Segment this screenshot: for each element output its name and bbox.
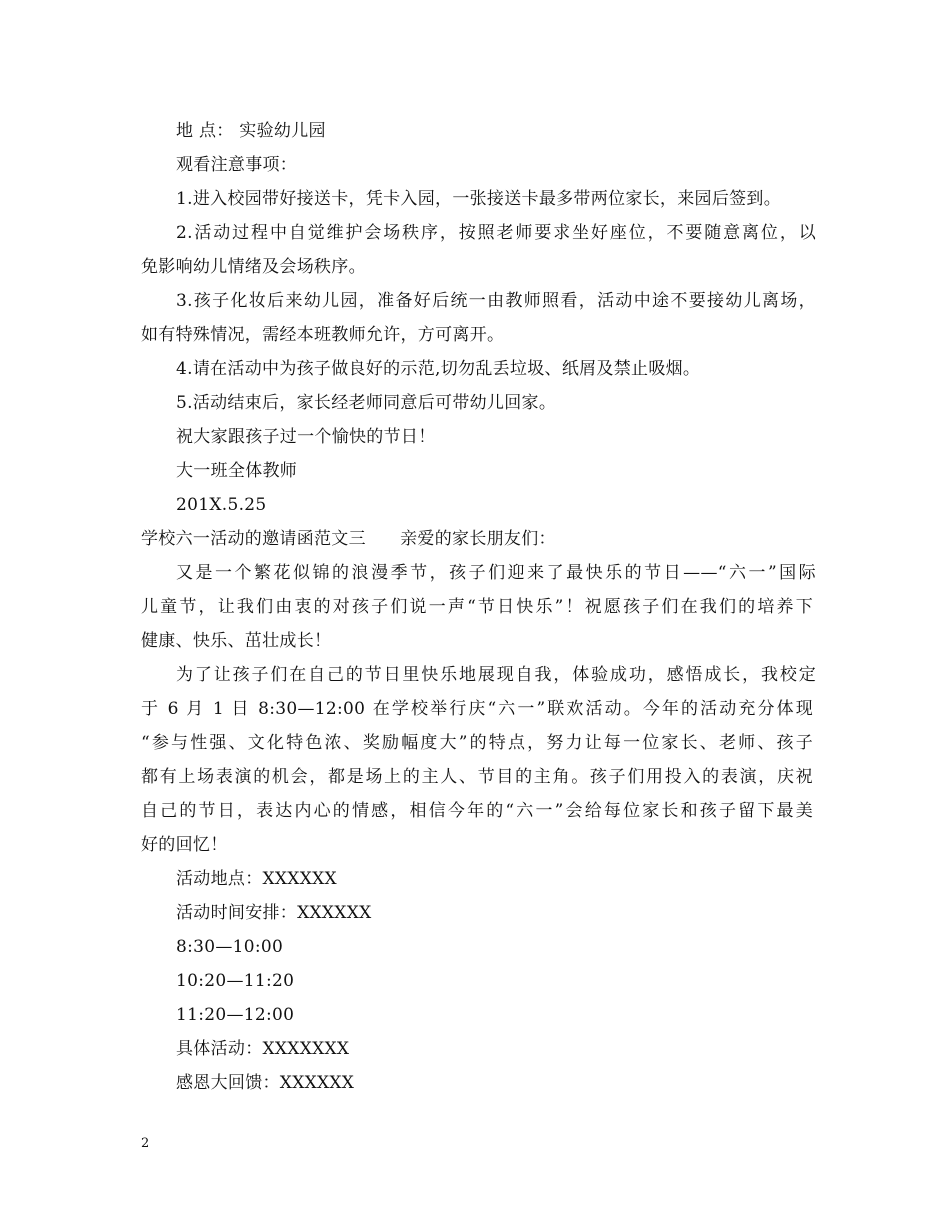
paragraph-2-line-2: 于 6 月 1 日 8:30—12:00 在学校举行庆“六一”联欢活动。今年的活动充分体现 — [141, 699, 813, 719]
time-slot-2: 10:20—11:20 — [176, 971, 295, 991]
gratitude-feedback: 感恩大回馈：XXXXXX — [176, 1073, 355, 1093]
notice-heading: 观看注意事项： — [176, 155, 298, 175]
paragraph-2-line-6: 好的回忆！ — [141, 835, 228, 855]
paragraph-2-line-5: 自己的节日，表达内心的情感，相信今年的“六一”会给每位家长和孩子留下最美 — [141, 801, 813, 821]
page-number: 2 — [141, 1136, 150, 1151]
paragraph-1-line-3: 健康、快乐、茁壮成长！ — [141, 631, 332, 651]
time-slot-1: 8:30—10:00 — [176, 937, 284, 957]
notice-item-2: 2.活动过程中自觉维护会场秩序，按照老师要求坐好座位，不要随意离位，以 — [176, 223, 816, 243]
paragraph-1-line-2: 儿童节，让我们由衷的对孩子们说一声“节日快乐”！祝愿孩子们在我们的培养下 — [141, 597, 813, 617]
paragraph-2-line-1: 为了让孩子们在自己的节日里快乐地展现自我，体验成功，感悟成长，我校定 — [176, 665, 816, 685]
signature: 大一班全体教师 — [176, 461, 298, 481]
section-title: 学校六一活动的邀请函范文三 亲爱的家长朋友们： — [141, 529, 556, 549]
notice-item-5: 5.活动结束后，家长经老师同意后可带幼儿回家。 — [176, 393, 557, 413]
notice-item-1: 1.进入校园带好接送卡，凭卡入园，一张接送卡最多带两位家长，来园后签到。 — [176, 189, 782, 209]
time-slot-3: 11:20—12:00 — [176, 1005, 295, 1025]
notice-item-2-cont: 免影响幼儿情绪及会场秩序。 — [141, 257, 366, 277]
notice-item-3-cont: 如有特殊情况，需经本班教师允许，方可离开。 — [141, 325, 505, 345]
notice-item-4: 4.请在活动中为孩子做良好的示范,切勿乱丢垃圾、纸屑及禁止吸烟。 — [176, 359, 701, 379]
specific-activity: 具体活动：XXXXXXX — [176, 1039, 350, 1059]
paragraph-1-line-1: 又是一个繁花似锦的浪漫季节，孩子们迎来了最快乐的节日——“六一”国际 — [176, 563, 816, 583]
closing-wish: 祝大家跟孩子过一个愉快的节日！ — [176, 427, 436, 447]
activity-schedule: 活动时间安排：XXXXXX — [176, 903, 372, 923]
activity-location: 活动地点：XXXXXX — [176, 869, 337, 889]
paragraph-2-line-4: 都有上场表演的机会，都是场上的主人、节目的主角。孩子们用投入的表演，庆祝 — [141, 767, 813, 787]
notice-item-3: 3.孩子化妆后来幼儿园，准备好后统一由教师照看，活动中途不要接幼儿离场， — [176, 291, 816, 311]
location-line: 地 点： 实验幼儿园 — [176, 121, 326, 141]
date: 201X.5.25 — [176, 495, 267, 515]
paragraph-2-line-3: “参与性强、文化特色浓、奖励幅度大”的特点，努力让每一位家长、老师、孩子 — [141, 733, 813, 753]
